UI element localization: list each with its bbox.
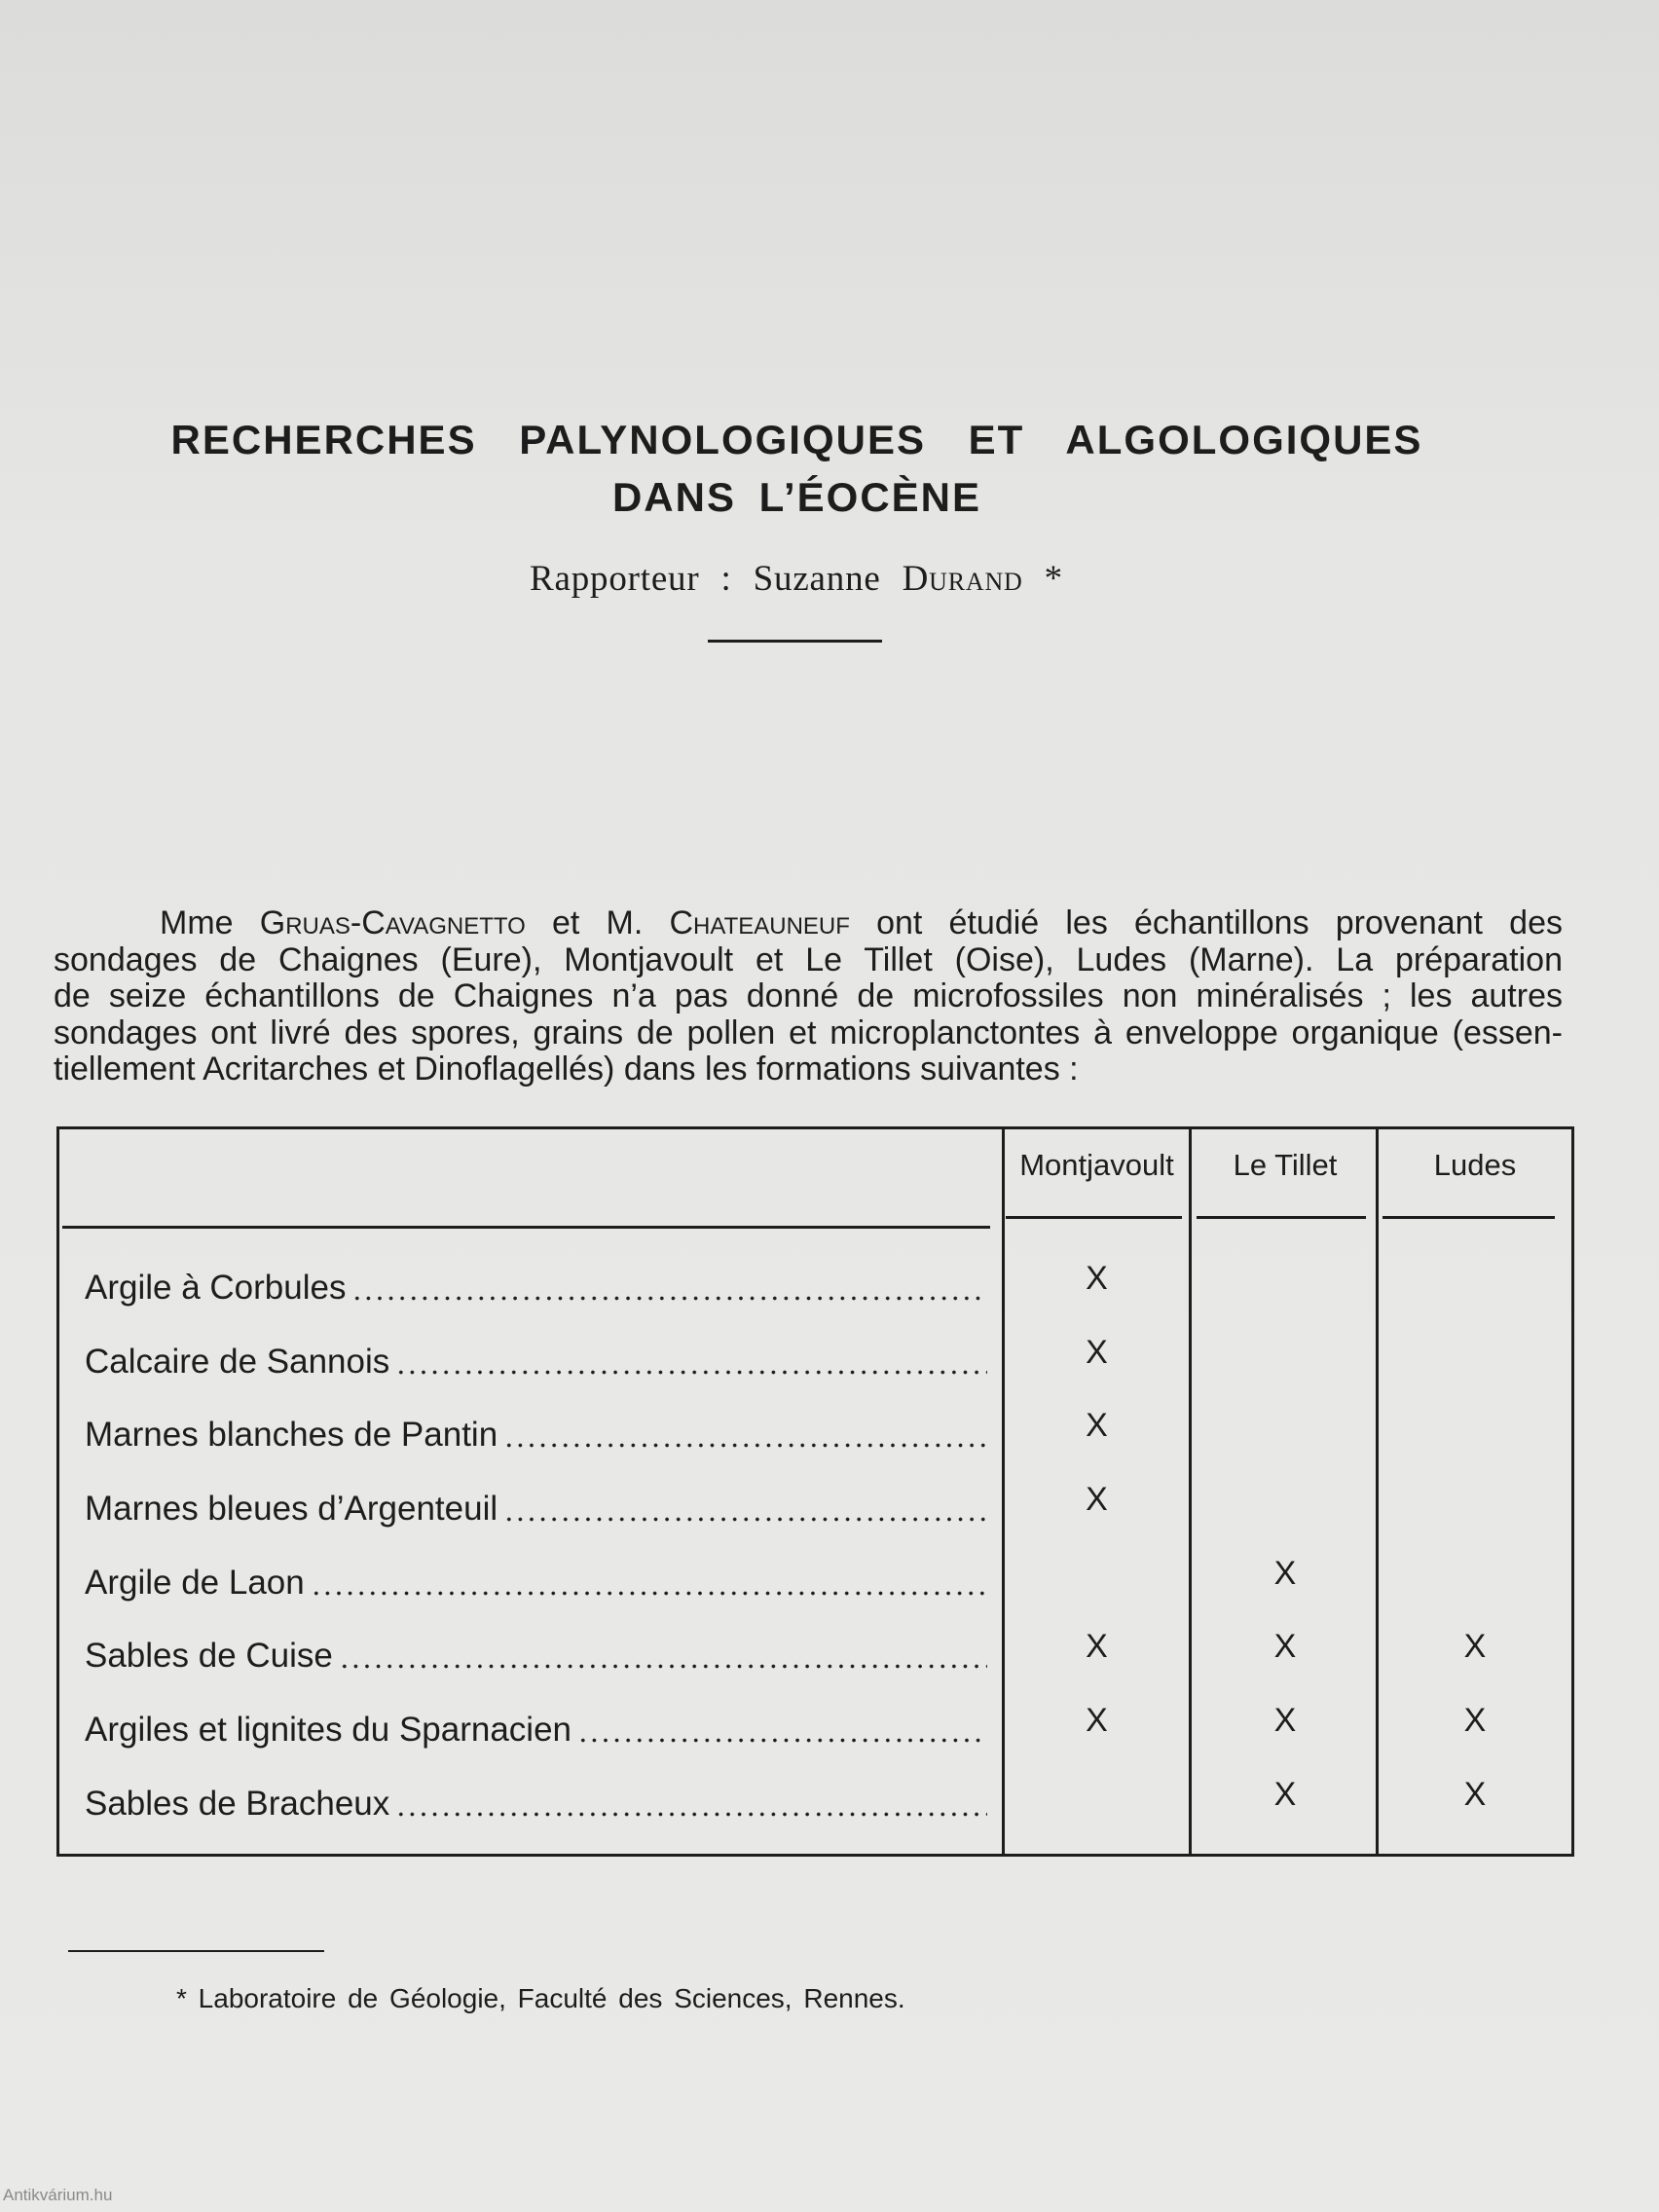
formation-cell: [59, 1711, 1002, 1750]
mark-ludes: X: [1463, 1628, 1487, 1666]
mark-le-tillet: X: [1273, 1701, 1297, 1739]
intro-text: et M.: [525, 905, 670, 941]
title-rule: [708, 640, 882, 643]
mark-le-tillet: X: [1273, 1554, 1297, 1592]
formation-label: Sables de Bracheux: [85, 1784, 390, 1823]
intro-text: Mme: [160, 905, 260, 941]
dot-leader: [577, 1711, 987, 1750]
rapporteur-line: [431, 561, 1161, 597]
formations-table: [56, 1126, 1574, 1857]
title-line-2: DANS L’ÉOCÈNE: [611, 474, 982, 520]
intro-line-3: de seize échantillons de Chaignes n’a pas donné de microfossiles non minéralisés ; les autres: [54, 978, 1563, 1014]
table-row: [59, 1546, 1571, 1620]
mark-montjavoult: X: [1086, 1701, 1108, 1739]
table-row: [59, 1251, 1571, 1325]
mark-montjavoult: X: [1086, 1480, 1108, 1518]
title-line-1: RECHERCHES PALYNOLOGIQUES ET ALGOLOGIQUES: [170, 417, 1423, 462]
formation-cell: [59, 1416, 1002, 1455]
formation-label: Argiles et lignites du Sparnacien: [85, 1710, 572, 1749]
formation-cell: [59, 1490, 1002, 1529]
column-header-ludes: Ludes: [1433, 1148, 1517, 1182]
header-rule: [1197, 1216, 1366, 1219]
formation-label: Argile à Corbules: [85, 1268, 347, 1307]
mark-montjavoult: X: [1086, 1407, 1108, 1445]
intro-line-4: sondages ont livré des spores, grains de pollen et microplanctontes à enveloppe organique (essen-: [54, 1014, 1563, 1051]
header-rule: [1006, 1216, 1182, 1219]
table-row: [59, 1767, 1571, 1841]
header-rule: [1382, 1216, 1555, 1219]
formation-label: Marnes bleues d’Argenteuil: [85, 1489, 498, 1528]
intro-line-1: [54, 905, 1563, 942]
dot-leader: [503, 1490, 987, 1529]
footnote-marker: *: [1022, 559, 1063, 599]
formation-cell: [59, 1564, 1002, 1603]
intro-line-5: tiellement Acritarches et Dinoflagellés) dans les formations suivantes :: [54, 1051, 1079, 1088]
footnote-rule: [68, 1950, 324, 1952]
watermark: Antikvárium.hu: [3, 2186, 113, 2204]
table-row: [59, 1325, 1571, 1399]
dot-leader: [395, 1343, 987, 1382]
footnote: * Laboratoire de Géologie, Faculté des Sciences, Rennes.: [176, 1983, 905, 2013]
rapporteur-label: Rapporteur : Suzanne: [530, 559, 903, 599]
dot-leader: [395, 1785, 987, 1824]
dot-leader: [339, 1637, 987, 1676]
column-header-le-tillet: Le Tillet: [1233, 1148, 1338, 1182]
formation-label: Marnes blanches de Pantin: [85, 1416, 498, 1455]
formation-cell: [59, 1785, 1002, 1824]
formation-cell: [59, 1343, 1002, 1382]
formation-label: Sables de Cuise: [85, 1637, 333, 1676]
table-row: [59, 1619, 1571, 1693]
mark-montjavoult: X: [1086, 1333, 1108, 1371]
mark-montjavoult: X: [1086, 1259, 1108, 1297]
table-row: [59, 1472, 1571, 1546]
author-name-1: Gruas-Cavagnetto: [259, 905, 526, 941]
table-row: [59, 1398, 1571, 1472]
mark-montjavoult: X: [1086, 1628, 1108, 1666]
formation-label: Argile de Laon: [85, 1563, 305, 1602]
intro-paragraph: [54, 905, 1563, 1088]
intro-text: ont étudié les échantillons provenant des: [849, 905, 1563, 941]
rapporteur-name: Durand: [902, 559, 1023, 599]
author-name-2: Chateauneuf: [669, 905, 850, 941]
formation-cell: [59, 1269, 1002, 1308]
header-rule: [62, 1226, 990, 1229]
formation-cell: [59, 1637, 1002, 1676]
dot-leader: [311, 1564, 987, 1603]
dot-leader: [503, 1416, 987, 1455]
mark-ludes: X: [1463, 1701, 1487, 1739]
formation-label: Calcaire de Sannois: [85, 1342, 390, 1381]
table-body: [59, 1251, 1571, 1841]
mark-ludes: X: [1463, 1775, 1487, 1813]
mark-le-tillet: X: [1273, 1775, 1297, 1813]
dot-leader: [351, 1269, 987, 1308]
column-header-montjavoult: Montjavoult: [1019, 1148, 1174, 1182]
mark-le-tillet: X: [1273, 1628, 1297, 1666]
table-row: [59, 1693, 1571, 1767]
intro-line-2: sondages de Chaignes (Eure), Montjavoult et Le Tillet (Oise), Ludes (Marne). La préparation: [54, 941, 1563, 978]
